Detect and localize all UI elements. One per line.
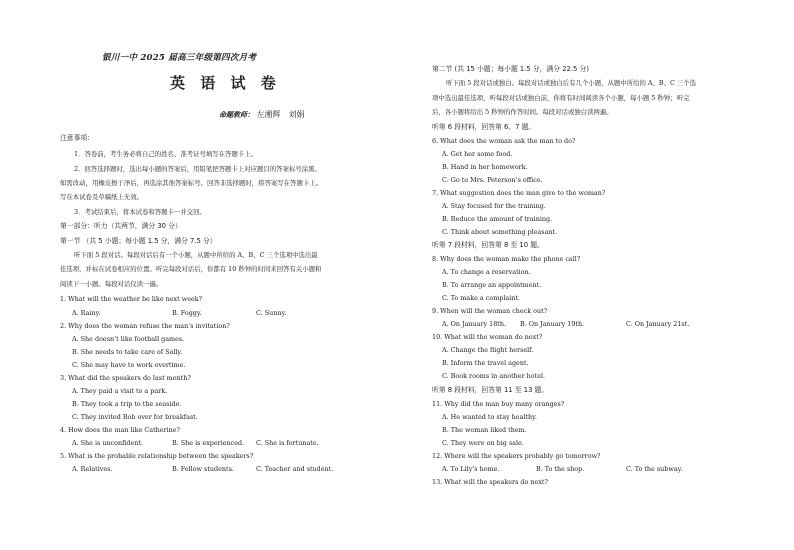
q10-option-a: A. Change the flight herself. [442, 346, 534, 354]
question-9: 9. When will the woman check out? [432, 307, 548, 315]
q3-option-b: B. They took a trip to the seaside. [72, 400, 182, 408]
exam-title: 英 语 试 卷 [170, 74, 281, 92]
q12-option-b: B. To the shop. [536, 465, 585, 473]
q8-option-a: A. To change a reservation. [442, 268, 531, 276]
q10-option-c: C. Book rooms in another hotel. [442, 372, 546, 380]
question-1: 1. What will the weather be like next week? [60, 295, 203, 303]
question-5: 5. What is the probable relationship between the speakers? [60, 452, 254, 460]
question-13: 13. What will the speakers do next? [432, 478, 548, 486]
q8-option-b: B. To arrange an appointment. [442, 281, 542, 289]
q3-option-c: C. They invited Bob over for breakfast. [72, 413, 198, 421]
q5-option-c: C. Teacher and student. [256, 465, 334, 473]
q12-option-a: A. To Lily’s home. [442, 465, 500, 473]
section-2-instructions-c: 后，各小题将给出 5 秒钟的作答时间。每段对话或独白读两遍。 [432, 108, 613, 116]
q6-option-a: A. Get her some food. [442, 150, 513, 158]
q2-option-b: B. She needs to take care of Sally. [72, 348, 183, 356]
q1-option-b: B. Foggy. [172, 309, 202, 317]
section-1-heading: 第一节 （共 5 小题；每小题 1.5 分，满分 7.5 分） [60, 237, 217, 245]
author-names: 左湘辉 刘娟 [256, 110, 305, 119]
q9-option-a: A. On January 18th. [442, 320, 507, 328]
q5-option-a: A. Relatives. [72, 465, 113, 473]
q1-option-a: A. Rainy. [72, 309, 101, 317]
q10-option-b: B. Inform the travel agent. [442, 359, 529, 367]
question-10: 10. What will the woman do next? [432, 333, 543, 341]
q6-option-c: C. Go to Mrs. Peterson’s office. [442, 176, 543, 184]
section-1-instructions-c: 阅读下一小题。每段对话仅读一遍。 [60, 280, 163, 288]
material-8-heading: 听第 8 段材料，回答第 11 至 13 题。 [432, 386, 549, 394]
notice-2a: 2．回答选择题时，选出每小题的答案后，用铅笔把答题卡上对应题目的答案标号涂黑。 [74, 165, 321, 173]
notice-2b: 如需改动，用橡皮擦干净后，再选涂其他答案标号。回答非选择题时，将答案写在答题卡上。 [60, 179, 323, 187]
q5-option-b: B. Fellow students. [172, 465, 234, 473]
notice-3: 3．考试结束后，将本试卷和答题卡一并交回。 [74, 208, 206, 216]
q8-option-c: C. To make a complaint. [442, 294, 520, 302]
q4-option-a: A. She is unconfident. [72, 439, 143, 447]
school-header: 银川一中 2025 届高三年级第四次月考 [102, 53, 257, 63]
question-4: 4. How does the man like Catherine? [60, 426, 180, 434]
q4-option-b: B. She is experienced. [172, 439, 245, 447]
section-2-heading: 第二节 (共 15 小题；每小题 1.5 分，满分 22.5 分) [432, 65, 589, 73]
q9-option-c: C. On January 21st. [626, 320, 690, 328]
question-7: 7. What suggestion does the man give to the woman? [432, 189, 606, 197]
q7-option-a: A. Stay focused for the training. [442, 202, 546, 210]
q9-option-b: B. On January 19th. [520, 320, 585, 328]
q11-option-c: C. They were on big sale. [442, 439, 524, 447]
q7-option-b: B. Reduce the amount of training. [442, 215, 553, 223]
author-label: 命题教师： [219, 111, 254, 119]
question-8: 8. Why does the woman make the phone call? [432, 255, 581, 263]
notice-2c: 写在本试卷及草稿纸上无效。 [60, 193, 144, 201]
q2-option-a: A. She doesn’t like football games. [72, 335, 185, 343]
q2-option-c: C. She may have to work overtime. [72, 361, 186, 369]
section-2-instructions-a: 听下面 5 段对话或独白。每段对话或独白后有几个小题，从题中所给的 A、B、C 三个选 [446, 79, 697, 87]
q3-option-a: A. They paid a visit to a park. [72, 387, 168, 395]
notice-title: 注意事项： [60, 134, 94, 142]
question-11: 11. Why did the man buy many oranges? [432, 400, 565, 408]
question-2: 2. Why does the woman refuse the man’s invitation? [60, 322, 230, 330]
question-6: 6. What does the woman ask the man to do? [432, 137, 576, 145]
section-1-instructions-b: 佳选项，并标在试卷相应的位置。听完每段对话后，你都有 10 秒钟的时间来回答有关小题和 [60, 265, 322, 273]
q11-option-b: B. The woman liked them. [442, 426, 527, 434]
notice-1: 1．答卷前，考生务必将自己的姓名、准考证号填写在答题卡上。 [74, 150, 258, 158]
q12-option-c: C. To the subway. [626, 465, 683, 473]
q4-option-c: C. She is fortunate. [256, 439, 319, 447]
q6-option-b: B. Hand in her homework. [442, 163, 528, 171]
q11-option-a: A. He wanted to stay healthy. [442, 413, 537, 421]
part-1-heading: 第一部分：听力（共两节，满分 30 分） [60, 222, 182, 230]
section-2-instructions-b: 项中选出最佳选项，听每段对话或独白前，你将有时间阅读各个小题，每小题 5 秒钟；听完 [432, 94, 690, 102]
author-line [219, 109, 305, 120]
material-7-heading: 听第 7 段材料，回答第 8 至 10 题。 [432, 241, 544, 249]
q7-option-c: C. Think about something pleasant. [442, 228, 558, 236]
q1-option-c: C. Sunny. [256, 309, 287, 317]
material-6-heading: 听第 6 段材料，回答第 6、7 题。 [432, 123, 536, 131]
section-1-instructions-a: 听下面 5 段对话。每段对话后有一个小题，从题中所给的 A、B、C 三个选项中选出最 [74, 251, 318, 259]
question-12: 12. Where will the speakers probably go tomorrow? [432, 452, 601, 460]
question-3: 3. What did the speakers do last month? [60, 374, 191, 382]
